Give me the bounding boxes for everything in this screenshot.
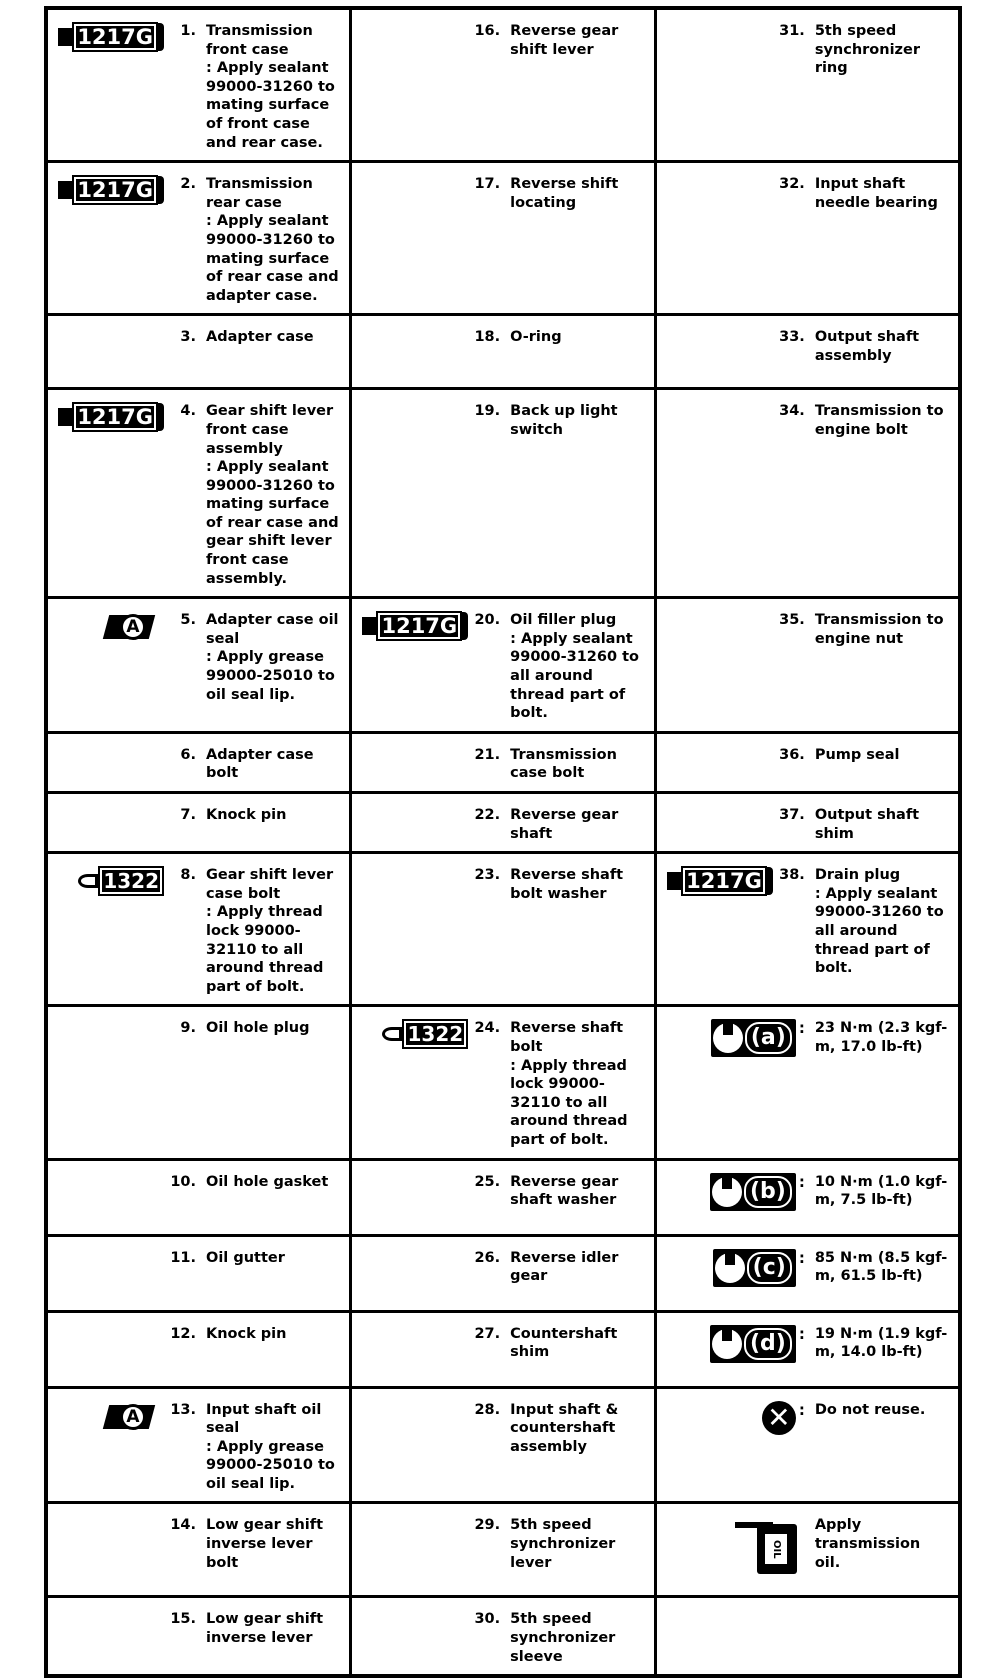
item-number: 30. (474, 1611, 501, 1628)
item-description: 85 N·m (8.5 kgf-m, 61.5 lb-ft) (814, 1249, 948, 1285)
legend-cell (351, 732, 656, 792)
symbol-slot (665, 1325, 807, 1363)
item-number: 34. (779, 403, 805, 420)
legend-row (46, 1387, 960, 1503)
legend-cell (46, 793, 351, 853)
icon-slot (56, 175, 164, 305)
item-description: Transmission case bolt (510, 746, 617, 782)
item-description: Reverse shift locating (510, 176, 619, 211)
legend-cell (351, 1387, 656, 1503)
item-number: 5. (180, 612, 196, 629)
item-description: Do not reuse. (814, 1401, 926, 1418)
torque-wrench-icon (711, 1019, 796, 1057)
legend-cell (351, 793, 656, 853)
item-number: 7. (180, 807, 196, 823)
legend-cell (655, 598, 960, 733)
icon-slot (360, 328, 468, 347)
legend-cell (46, 598, 351, 733)
icon-slot (56, 806, 164, 825)
item-description: Adapter case oil seal : Apply grease 99000-25010 to oil seal lip. (206, 612, 339, 703)
legend-cell (655, 732, 960, 792)
item-number: 20. (474, 612, 501, 629)
symbol-slot (665, 1019, 807, 1057)
item-number: 38. (779, 867, 805, 884)
thread-lock-icon (78, 866, 164, 896)
legend-row (46, 1311, 960, 1387)
item-number: 33. (779, 329, 805, 346)
item-number: 28. (474, 1401, 501, 1418)
legend-row (46, 389, 960, 598)
item-number: 2. (180, 176, 196, 193)
legend-cell (46, 162, 351, 315)
icon-slot (665, 22, 773, 78)
legend-cell (46, 1311, 351, 1387)
icon-slot (56, 22, 164, 152)
item-description: Low gear shift inverse lever bolt (206, 1517, 324, 1571)
symbol-slot (665, 1516, 807, 1574)
item-number: 32. (779, 176, 805, 193)
item-description: Pump seal (814, 746, 900, 763)
legend-row (46, 1597, 960, 1676)
legend-row (46, 1235, 960, 1311)
item-description: Transmission to engine bolt (814, 403, 944, 438)
legend-cell (351, 598, 656, 733)
icon-slot (56, 1173, 164, 1192)
grease-gun-icon (102, 611, 164, 645)
item-description: Reverse shaft bolt washer (510, 867, 624, 902)
legend-cell (655, 853, 960, 1006)
parts-legend-table (44, 6, 962, 1678)
legend-cell (655, 8, 960, 162)
symbol-colon: : (798, 1324, 805, 1343)
legend-cell (46, 853, 351, 1006)
icon-slot (360, 402, 468, 439)
icon-slot (360, 1019, 468, 1149)
item-description: 5th speed synchronizer sleeve (510, 1611, 616, 1665)
torque-code: (a) (745, 1022, 792, 1054)
icon-slot (56, 1325, 164, 1344)
item-description: Knock pin (206, 1325, 287, 1342)
item-number: 6. (180, 746, 196, 763)
legend-cell (655, 162, 960, 315)
item-description: O-ring (510, 329, 562, 346)
item-number: 14. (170, 1517, 196, 1534)
legend-cell (351, 1597, 656, 1676)
sealant-tube-icon (667, 866, 773, 896)
legend-cell (351, 315, 656, 389)
grease-code: A (120, 1404, 146, 1430)
legend-row (46, 1006, 960, 1159)
legend-row (46, 162, 960, 315)
item-description: Oil hole gasket (206, 1173, 329, 1190)
legend-cell (655, 1597, 960, 1676)
item-number: 36. (779, 746, 805, 763)
item-number: 26. (474, 1249, 501, 1266)
thread-lock-code: 1322 (98, 866, 164, 896)
legend-cell (351, 1159, 656, 1235)
item-description: Output shaft shim (814, 807, 920, 842)
item-number: 31. (779, 23, 805, 39)
item-description: 10 N·m (1.0 kgf-m, 7.5 lb-ft) (814, 1173, 948, 1209)
icon-slot (56, 1249, 164, 1268)
legend-cell (655, 1503, 960, 1597)
icon-slot (360, 1401, 468, 1457)
item-number: 21. (474, 746, 501, 763)
icon-slot (665, 746, 773, 765)
legend-row (46, 793, 960, 853)
item-number: 1. (180, 23, 196, 39)
item-number: 29. (474, 1517, 501, 1534)
item-description: Reverse gear shift lever (510, 23, 619, 58)
legend-cell (655, 1387, 960, 1503)
item-description: Input shaft needle bearing (814, 176, 938, 211)
legend-cell (655, 793, 960, 853)
torque-code: (d) (744, 1328, 792, 1360)
item-description: Back up light switch (510, 403, 618, 438)
icon-slot (56, 1401, 164, 1494)
thread-lock-code: 1322 (402, 1019, 468, 1049)
legend-cell (46, 1503, 351, 1597)
item-description: 19 N·m (1.9 kgf-m, 14.0 lb-ft) (814, 1325, 948, 1361)
legend-cell (655, 1311, 960, 1387)
item-number: 10. (170, 1173, 196, 1190)
item-description: Drain plug : Apply sealant 99000-31260 to all around thread part of bolt. (814, 867, 944, 977)
icon-slot (665, 806, 773, 843)
legend-row (46, 732, 960, 792)
sealant-tube-icon (58, 22, 164, 52)
icon-slot (56, 1610, 164, 1647)
legend-cell (351, 1311, 656, 1387)
item-number: 9. (180, 1020, 196, 1037)
symbol-slot (665, 1173, 807, 1211)
oil-can-icon (735, 1516, 805, 1574)
legend-cell (655, 1235, 960, 1311)
item-description: Oil filler plug : Apply sealant 99000-31260 to all around thread part of bolt. (510, 612, 640, 722)
legend-cell (351, 389, 656, 598)
item-description: Gear shift lever front case assembly : Apply sealant 99000-31260 to mating surface of rear case and gear shift lever front case assembly. (206, 403, 339, 587)
item-description: Adapter case bolt (206, 746, 314, 782)
item-number: 12. (170, 1325, 196, 1342)
torque-code: (c) (747, 1252, 792, 1284)
sealant-code: 1217G (681, 866, 767, 896)
legend-cell (351, 1503, 656, 1597)
item-description: Knock pin (206, 807, 287, 823)
legend-row (46, 1503, 960, 1597)
legend-cell (351, 162, 656, 315)
legend-row (46, 853, 960, 1006)
symbol-colon: : (798, 1172, 805, 1191)
item-description: Transmission rear case : Apply sealant 99000-31260 to mating surface of rear case and adapter case. (206, 176, 339, 304)
item-description: Output shaft assembly (814, 329, 920, 364)
icon-slot (56, 866, 164, 996)
symbol-slot (665, 1401, 807, 1435)
icon-slot (665, 328, 773, 365)
oil-can-label: OIL (765, 1534, 787, 1564)
icon-slot (665, 175, 773, 212)
symbol-colon: : (798, 1248, 805, 1267)
item-number: 15. (170, 1611, 196, 1628)
grease-gun-icon (102, 1401, 164, 1435)
item-number: 25. (474, 1173, 501, 1190)
legend-cell (46, 8, 351, 162)
torque-code: (b) (744, 1176, 792, 1208)
legend-row (46, 315, 960, 389)
icon-slot (56, 746, 164, 783)
sealant-tube-icon (58, 175, 164, 205)
item-description: Gear shift lever case bolt : Apply thread lock 99000-32110 to all around thread part of bolt. (206, 867, 334, 995)
item-description: Oil hole plug (206, 1020, 310, 1037)
icon-slot (360, 175, 468, 212)
legend-row (46, 8, 960, 162)
icon-slot (665, 866, 773, 978)
legend-cell (46, 1006, 351, 1159)
icon-slot (665, 402, 773, 439)
sealant-code: 1217G (376, 611, 462, 641)
legend-cell (46, 1387, 351, 1503)
sealant-code: 1217G (72, 175, 158, 205)
legend-cell (46, 1159, 351, 1235)
item-description: Countershaft shim (510, 1325, 618, 1361)
item-number: 11. (170, 1249, 196, 1266)
legend-cell (351, 1235, 656, 1311)
legend-cell (46, 732, 351, 792)
legend-row (46, 598, 960, 733)
legend-cell (46, 1235, 351, 1311)
legend-cell (655, 1006, 960, 1159)
torque-wrench-icon (713, 1249, 796, 1287)
icon-slot (56, 328, 164, 347)
legend-cell (46, 315, 351, 389)
item-description: Reverse gear shaft (510, 807, 619, 842)
item-description: Reverse gear shaft washer (510, 1173, 619, 1209)
sealant-tube-icon (362, 611, 468, 641)
legend-row (46, 1159, 960, 1235)
icon-slot (360, 22, 468, 59)
item-description: Apply transmission oil. (814, 1517, 921, 1571)
item-description: Transmission to engine nut (814, 612, 944, 647)
symbol-slot (665, 1249, 807, 1287)
item-description: Reverse shaft bolt : Apply thread lock 99000-32110 to all around thread part of bolt. (510, 1020, 628, 1148)
legend-cell (655, 315, 960, 389)
item-description: Low gear shift inverse lever (206, 1611, 324, 1647)
legend-cell (351, 853, 656, 1006)
sealant-code: 1217G (72, 22, 158, 52)
item-number: 16. (474, 23, 501, 39)
item-number: 8. (180, 867, 196, 884)
item-number: 23. (474, 867, 501, 884)
item-number: 27. (474, 1325, 501, 1342)
item-number: 24. (474, 1020, 501, 1037)
sealant-tube-icon (58, 402, 164, 432)
icon-slot (56, 402, 164, 588)
icon-slot (360, 1249, 468, 1286)
icon-slot (360, 746, 468, 783)
torque-wrench-icon (710, 1325, 796, 1363)
legend-cell (655, 1159, 960, 1235)
icon-slot (665, 611, 773, 648)
item-description: Adapter case (206, 329, 314, 346)
legend-cell (351, 1006, 656, 1159)
item-number: 13. (170, 1401, 196, 1418)
sealant-code: 1217G (72, 402, 158, 432)
icon-slot (360, 806, 468, 843)
item-description: Oil gutter (206, 1249, 285, 1266)
legend-cell (46, 1597, 351, 1676)
item-number: 19. (474, 403, 501, 420)
item-number: 3. (180, 329, 196, 346)
item-number: 37. (779, 807, 805, 823)
legend-cell (46, 389, 351, 598)
icon-slot (360, 866, 468, 903)
item-number: 18. (474, 329, 501, 346)
icon-slot (360, 1516, 468, 1572)
item-description: 23 N·m (2.3 kgf-m, 17.0 lb-ft) (814, 1020, 948, 1055)
do-not-reuse-icon: ✕ (762, 1401, 796, 1435)
icon-slot (56, 1516, 164, 1572)
grease-code: A (120, 614, 146, 640)
icon-slot (360, 1325, 468, 1362)
legend-cell (655, 389, 960, 598)
icon-slot (360, 611, 468, 723)
item-description: Transmission front case : Apply sealant 99000-31260 to mating surface of front case and rear case. (206, 23, 335, 151)
item-number: 35. (779, 612, 805, 629)
item-description: Input shaft oil seal : Apply grease 99000-25010 to oil seal lip. (206, 1401, 335, 1492)
item-description: 5th speed synchronizer ring (814, 23, 920, 77)
item-number: 4. (180, 403, 196, 420)
icon-slot (56, 1019, 164, 1038)
item-number: 22. (474, 807, 501, 823)
icon-slot (360, 1610, 468, 1666)
item-number: 17. (474, 176, 501, 193)
torque-wrench-icon (710, 1173, 796, 1211)
icon-slot (56, 611, 164, 704)
thread-lock-icon (382, 1019, 468, 1049)
item-description: Reverse idler gear (510, 1249, 619, 1285)
item-description: Input shaft & countershaft assembly (510, 1401, 619, 1455)
legend-cell (351, 8, 656, 162)
symbol-colon: : (798, 1019, 805, 1038)
icon-slot (360, 1173, 468, 1210)
item-description: 5th speed synchronizer lever (510, 1517, 616, 1571)
symbol-colon: : (798, 1400, 805, 1419)
